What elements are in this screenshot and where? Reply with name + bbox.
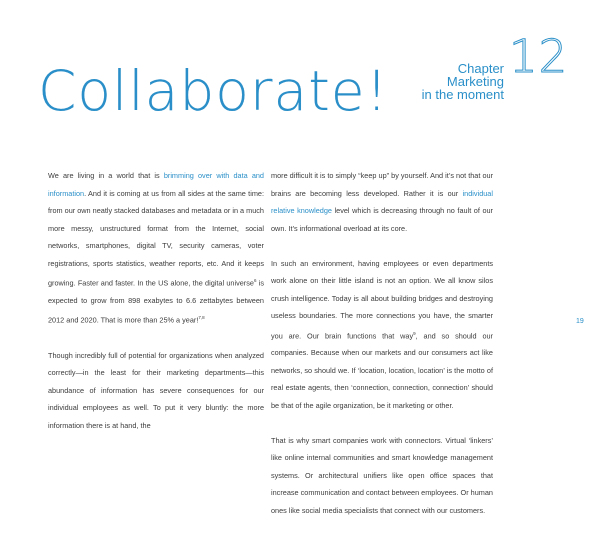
right-paragraph-3: That is why smart companies work with connectors. Virtual ‘linkers’ like online internal communities and smart knowledge management systems. Or architectural unifiers like open office spaces that increase communication and contact between employees. Or human ones like social media specialists that connect with our customers.: [271, 435, 493, 515]
chapter-heading: [422, 62, 504, 101]
left-paragraph-2: Though incredibly full of potential for organizations when analyzed correctly—in the least for their marketing departments—this abundance of information has severe consequences for our individual employees as well. To put it very bluntly: the more information there is at hand, the: [48, 350, 264, 430]
text-run: We are living in a world that is: [48, 171, 164, 180]
text-run: more difficult it is to simply “keep up” by yourself. And it’s not that our brains are becoming less developed. Rather it is our: [271, 171, 493, 198]
chapter-label: Chapter: [457, 61, 504, 76]
chapter-subtitle-line2: in the moment: [421, 87, 504, 102]
page-title: Collaborate!: [38, 59, 389, 123]
text-run: . And it is coming at us from all sides at the same time: from our own neatly stacked databases and metadata or in a much more messy, unstructured format from the Internet, social networks, smartphones, digital TV, security cameras, voter registrations, sports statistics, weather reports, etc. And it keeps growing. Faster and faster. In the US alone, the digital universe: [48, 188, 264, 288]
text-run: , and so should our companies. Because when our markets and our consumers act like networks, so should we. If ‘location, location, location’ is the motto of real estate agents, then ‘connection, connection, connection’ should be that of the agile organization, be it marketing or other.: [271, 330, 493, 410]
highlight-phrase: brimming over with data and information: [48, 171, 264, 198]
text-run: In such an environment, having employees or even departments work alone on their little island is not an option. We all know silos crush intelligence. Today is all about building bridges and destroying useless boundaries. The more connections you have, the smarter you are. Our brain functions that way: [271, 258, 493, 340]
chapter-number: 12: [509, 30, 569, 83]
right-paragraph-2: [271, 255, 493, 415]
right-column: [271, 167, 493, 537]
footnote-ref: 9: [413, 330, 416, 336]
left-column: [48, 167, 264, 452]
left-paragraph-1: [48, 167, 264, 329]
footnote-ref: 6: [253, 278, 257, 283]
page-number: 19: [576, 318, 584, 325]
footnote-ref: 7,8: [198, 315, 205, 321]
chapter-subtitle-line1: Marketing: [446, 74, 504, 89]
highlight-phrase: individual relative knowledge: [271, 188, 493, 215]
text-run: level which is decreasing through no fault of our own. It’s informational overload at its core.: [271, 206, 493, 233]
text-run: is expected to grow from 898 exabytes to 6.6 zettabytes between 2012 and 2020. That is more than 25% a year!: [48, 278, 264, 325]
right-paragraph-1: [271, 167, 493, 237]
